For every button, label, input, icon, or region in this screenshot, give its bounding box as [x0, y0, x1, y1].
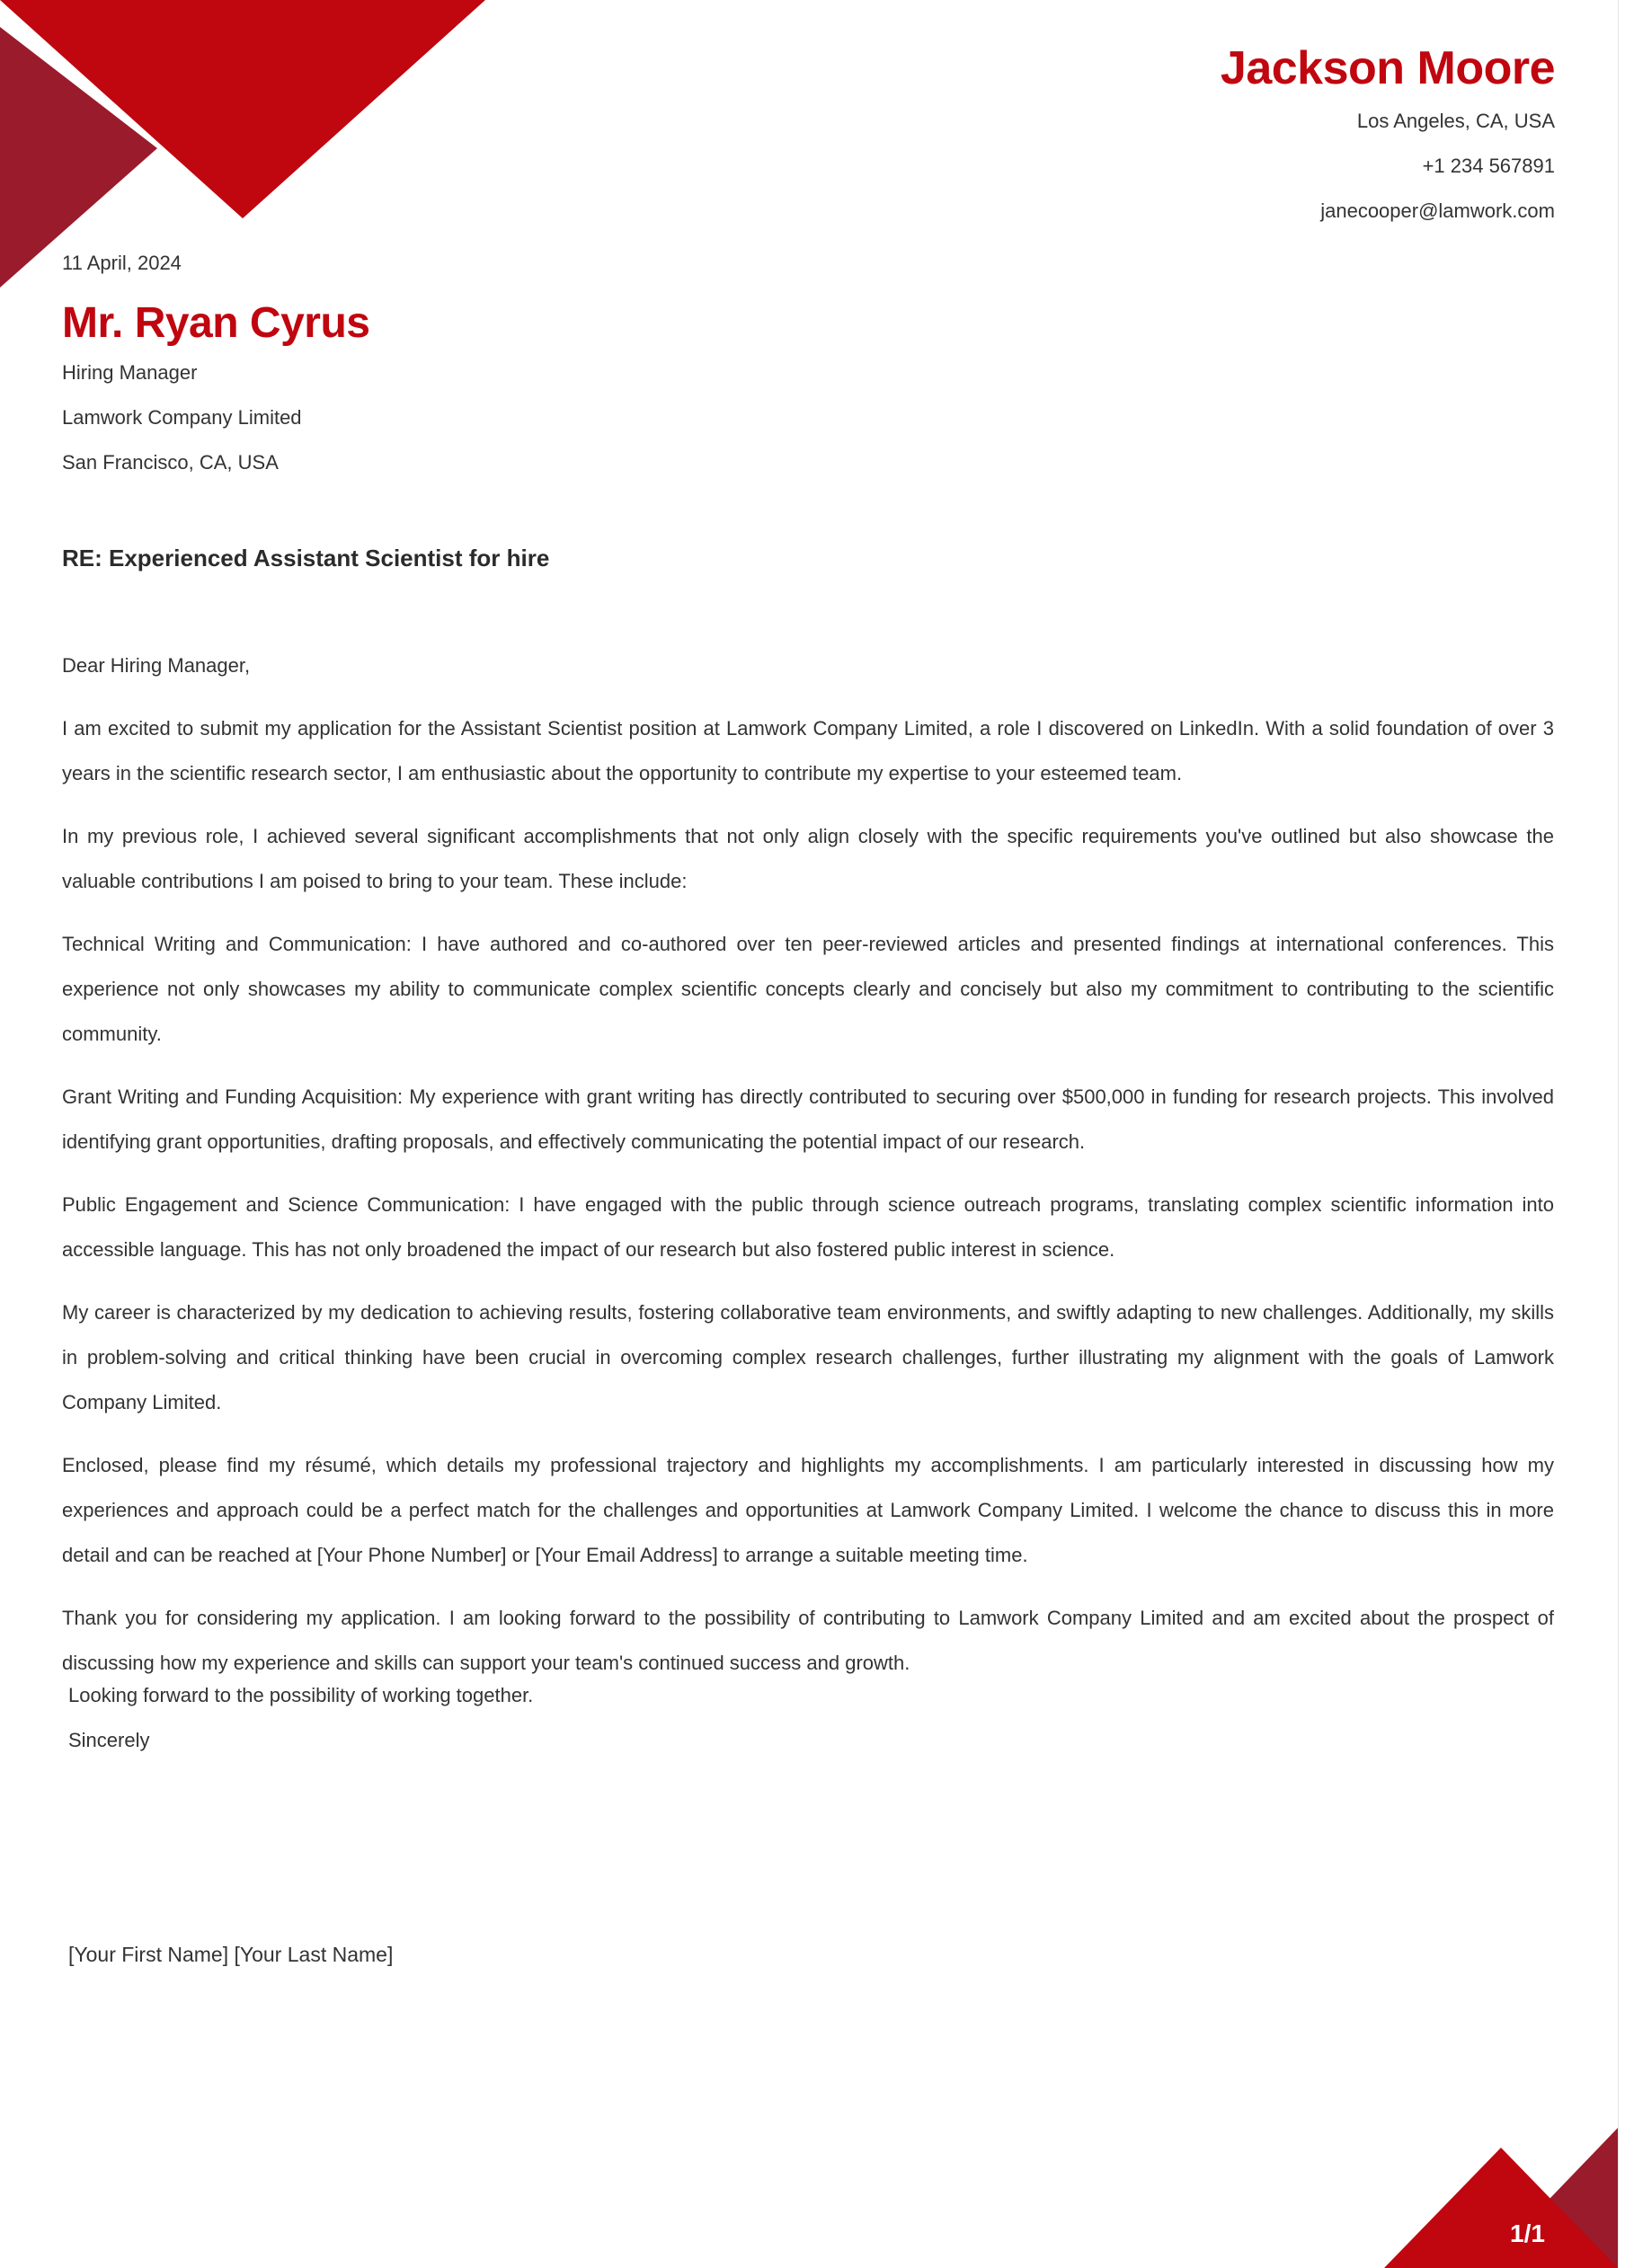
body-paragraph: Enclosed, please find my résumé, which details my professional trajectory and highlights my accomplishments. I am particularly interested in discussing how my experiences and approach could be a perfect match for the challenges and opportunities at Lamwork Company Limited. I welcome the chance to discuss this in more detail and can be reached at [Your Phone Number] or [Your Email Address] to arrange a suitable meeting time.: [62, 1454, 1554, 1566]
body-paragraph: I am excited to submit my application for the Assistant Scientist position at Lamwork Company Limited, a role I discovered on LinkedIn. With a solid foundation of over 3 years in the scientific research sector, I am enthusiastic about the opportunity to contribute my expertise to your esteemed team.: [62, 717, 1554, 784]
subject-line: RE: Experienced Assistant Scientist for hire: [62, 545, 550, 571]
closing-block: [68, 1673, 533, 1763]
signature-name: [Your First Name] [Your Last Name]: [68, 1943, 394, 1966]
body-paragraph: My career is characterized by my dedication to achieving results, fostering collaborative team environments, and swiftly adapting to new challenges. Additionally, my skills in problem-solving and critical thinking have been crucial in overcoming complex research challenges, further illustrating my alignment with the goals of Lamwork Company Limited.: [62, 1301, 1554, 1413]
closing-line: Looking forward to the possibility of working together.: [68, 1684, 534, 1706]
body-paragraph: In my previous role, I achieved several significant accomplishments that not only align closely with the specific requirements you've outlined but also showcase the valuable contributions I am poised to bring to your team. These include:: [62, 825, 1554, 892]
letter-date: 11 April, 2024: [62, 252, 182, 274]
closing-signoff: Sincerely: [68, 1729, 150, 1751]
recipient-location: San Francisco, CA, USA: [62, 451, 279, 474]
body-paragraph: Thank you for considering my application. I am looking forward to the possibility of contributing to Lamwork Company Limited and am excited about the prospect of discussing how my experience and skills can support your team's continued success and growth.: [62, 1607, 1554, 1674]
body-paragraph: Technical Writing and Communication: I have authored and co-authored over ten peer-reviewed articles and presented findings at international conferences. This experience not only showcases my ability to communicate complex scientific concepts clearly and concisely but also my commitment to contributing to the scientific community.: [62, 933, 1554, 1045]
footer-decoration: [1366, 2121, 1618, 2268]
sender-block: [1221, 41, 1555, 234]
sender-location: Los Angeles, CA, USA: [1356, 110, 1555, 132]
letter-body: [62, 643, 1554, 1704]
recipient-name: Mr. Ryan Cyrus: [62, 299, 370, 347]
sender-name: Jackson Moore: [1220, 42, 1555, 94]
sender-email: janecooper@lamwork.com: [1320, 199, 1555, 222]
recipient-block: [62, 297, 369, 485]
body-paragraph: Grant Writing and Funding Acquisition: My experience with grant writing has directly contributed to securing over $500,000 in funding for research projects. This involved identifying grant opportunities, drafting proposals, and effectively communicating the potential impact of our research.: [62, 1085, 1554, 1153]
recipient-title: Hiring Manager: [62, 361, 198, 384]
page-number: 1/1: [1510, 2219, 1545, 2247]
body-paragraph: Public Engagement and Science Communication: I have engaged with the public through science outreach programs, translating complex scientific information into accessible language. This has not only broadened the impact of our research but also fostered public interest in science.: [62, 1193, 1554, 1261]
salutation: Dear Hiring Manager,: [62, 654, 251, 677]
recipient-company: Lamwork Company Limited: [62, 406, 302, 429]
sender-phone: +1 234 567891: [1422, 155, 1555, 177]
